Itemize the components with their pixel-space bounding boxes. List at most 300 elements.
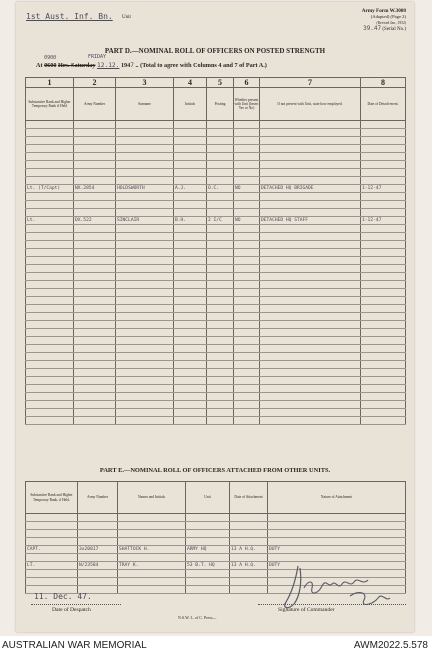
table-cell: SINCLAIR (116, 217, 174, 225)
col-header: Initials (174, 88, 207, 121)
table-cell (74, 313, 116, 321)
table-cell (260, 153, 361, 161)
table-cell (174, 289, 207, 297)
table-cell (234, 281, 260, 289)
table-row (26, 514, 406, 522)
table-cell (74, 393, 116, 401)
table-cell (26, 329, 74, 337)
table-cell (174, 265, 207, 273)
table-cell (26, 345, 74, 353)
table-cell (361, 321, 406, 329)
table-cell (234, 249, 260, 257)
table-cell (116, 145, 174, 153)
table-row (26, 121, 406, 129)
table-cell (186, 514, 230, 522)
table-cell (234, 177, 260, 185)
table-cell (207, 241, 234, 249)
table-row (26, 185, 406, 193)
table-cell (207, 289, 234, 297)
table-cell (361, 353, 406, 361)
table-cell (174, 409, 207, 417)
table-cell (74, 169, 116, 177)
table-cell (26, 193, 74, 201)
table-cell (26, 570, 78, 578)
table-cell (207, 321, 234, 329)
table-cell: 13 A H.Q. (230, 546, 268, 554)
form-line-3: (Revised Jan., 1952) (376, 21, 406, 25)
table-cell (174, 257, 207, 265)
table-row (26, 161, 406, 169)
table-cell (260, 393, 361, 401)
signature-label: Signature of Commander (278, 607, 335, 613)
table-cell (116, 345, 174, 353)
table-cell (74, 177, 116, 185)
table-cell (116, 249, 174, 257)
table-cell (361, 369, 406, 377)
table-row (26, 530, 406, 538)
table-cell (207, 409, 234, 417)
table-row (26, 417, 406, 425)
table-cell: DX.522 (74, 217, 116, 225)
hrs-saturday-label: Hrs. Saturday (58, 62, 96, 69)
table-cell (234, 129, 260, 137)
table-cell (26, 578, 78, 586)
commander-signature (278, 558, 406, 618)
table-cell (361, 209, 406, 217)
table-cell (78, 570, 118, 578)
table-row (26, 329, 406, 337)
table-row (26, 345, 406, 353)
table-row (26, 305, 406, 313)
table-cell: NO (234, 185, 260, 193)
table-cell (26, 522, 78, 530)
unit-label: Unit (122, 15, 131, 20)
table-cell (260, 193, 361, 201)
table-row (26, 145, 406, 153)
table-cell (26, 401, 74, 409)
table-cell (234, 257, 260, 265)
table-cell (116, 377, 174, 385)
table-cell (234, 265, 260, 273)
table-cell (174, 161, 207, 169)
table-cell: SHATTOCK H. (118, 546, 186, 554)
table-cell (74, 289, 116, 297)
table-cell (174, 193, 207, 201)
table-cell (234, 377, 260, 385)
table-cell (361, 193, 406, 201)
table-cell (174, 401, 207, 409)
table-cell (74, 273, 116, 281)
table-row (26, 538, 406, 546)
table-cell (78, 538, 118, 546)
table-cell (234, 201, 260, 209)
table-cell (78, 554, 118, 562)
table-cell (74, 233, 116, 241)
table-row (26, 353, 406, 361)
table-cell: LT. (26, 562, 78, 570)
table-cell (118, 578, 186, 586)
table-cell: 13 A H.Q. (230, 562, 268, 570)
table-cell (116, 137, 174, 145)
table-cell (260, 169, 361, 177)
table-cell: B.H. (174, 217, 207, 225)
col-header: Surname (116, 88, 174, 121)
table-cell (26, 265, 74, 273)
col-number: 7 (260, 78, 361, 88)
table-cell (116, 353, 174, 361)
table-cell (361, 233, 406, 241)
table-cell: 2 I/C (207, 217, 234, 225)
table-cell (186, 530, 230, 538)
table-cell (116, 265, 174, 273)
table-cell (74, 121, 116, 129)
table-cell (74, 137, 116, 145)
table-cell (207, 129, 234, 137)
serial-label: (Serial No.) (382, 27, 406, 32)
table-cell (74, 145, 116, 153)
table-cell: DETACHED HQ STAFF (260, 217, 361, 225)
paper-sheet (16, 2, 414, 632)
table-cell (116, 361, 174, 369)
col-header: Names and Initials (118, 482, 186, 514)
table-cell (234, 297, 260, 305)
part-d-rows (26, 121, 406, 425)
table-cell (361, 385, 406, 393)
table-cell (116, 193, 174, 201)
table-cell (118, 586, 186, 594)
table-cell (116, 153, 174, 161)
table-cell (207, 369, 234, 377)
table-cell (116, 393, 174, 401)
table-cell (116, 321, 174, 329)
table-cell (26, 177, 74, 185)
table-cell (174, 313, 207, 321)
table-cell (361, 225, 406, 233)
table-cell: CAPT. (26, 546, 78, 554)
table-cell (230, 538, 268, 546)
table-cell (234, 329, 260, 337)
table-cell (26, 137, 74, 145)
table-cell: NX.2854 (74, 185, 116, 193)
table-cell (361, 329, 406, 337)
table-cell (26, 153, 74, 161)
table-cell (207, 401, 234, 409)
table-cell (234, 401, 260, 409)
table-cell (230, 570, 268, 578)
table-cell (116, 289, 174, 297)
table-cell (234, 385, 260, 393)
table-cell (78, 578, 118, 586)
column-number-row (26, 78, 406, 88)
day-handwritten: FRIDAY (88, 54, 107, 60)
col-header: Army Number (78, 482, 118, 514)
table-cell (361, 409, 406, 417)
table-cell (26, 233, 74, 241)
col-header: Unit (186, 482, 230, 514)
col-header: Whether present with Unit (Insert Yes or No) (234, 88, 260, 121)
table-cell (26, 361, 74, 369)
table-cell (260, 249, 361, 257)
table-row (26, 233, 406, 241)
table-cell (260, 417, 361, 425)
table-cell (174, 345, 207, 353)
table-cell (361, 305, 406, 313)
part-d-time-line: At 0600 0900 Hrs. Saturday FRIDAY 12.12. 1947 .. (Total to agree with Columns 4 and 7 of Part A.) (36, 54, 267, 69)
table-cell (234, 153, 260, 161)
table-cell (230, 554, 268, 562)
table-cell: DUTY (268, 546, 406, 554)
col-number: 8 (361, 78, 406, 88)
table-cell (26, 393, 74, 401)
column-header-row (26, 88, 406, 121)
table-cell (74, 209, 116, 217)
col-number: 1 (26, 78, 74, 88)
part-d-title: PART D.—NOMINAL ROLL OF OFFICERS ON POSTED STRENGTH (104, 47, 326, 55)
table-cell (116, 121, 174, 129)
table-cell (260, 409, 361, 417)
table-cell (361, 337, 406, 345)
table-cell (260, 129, 361, 137)
table-cell (74, 401, 116, 409)
table-row (26, 129, 406, 137)
table-cell (174, 329, 207, 337)
table-cell (116, 177, 174, 185)
table-cell (361, 257, 406, 265)
table-row (26, 289, 406, 297)
table-cell (26, 377, 74, 385)
table-cell (74, 241, 116, 249)
table-cell (260, 369, 361, 377)
table-cell (74, 161, 116, 169)
table-cell (78, 514, 118, 522)
table-cell (234, 417, 260, 425)
table-cell (74, 369, 116, 377)
table-cell (116, 337, 174, 345)
table-row (26, 153, 406, 161)
table-cell (174, 145, 207, 153)
col-number: 2 (74, 78, 116, 88)
table-cell (361, 377, 406, 385)
table-row (26, 193, 406, 201)
table-cell (230, 578, 268, 586)
table-cell (74, 297, 116, 305)
table-cell (74, 361, 116, 369)
table-cell (186, 578, 230, 586)
table-row (26, 273, 406, 281)
table-cell (234, 273, 260, 281)
date-handwritten: 12.12. (97, 62, 120, 69)
table-cell (361, 297, 406, 305)
table-cell (74, 337, 116, 345)
table-cell (174, 225, 207, 233)
table-cell (207, 233, 234, 241)
table-cell (26, 273, 74, 281)
table-cell (174, 137, 207, 145)
table-cell (230, 586, 268, 594)
table-cell: 53 B.T. HQ (186, 562, 230, 570)
table-cell (74, 353, 116, 361)
table-cell (26, 337, 74, 345)
table-cell (74, 385, 116, 393)
part-d-table (25, 77, 406, 425)
table-cell (207, 177, 234, 185)
table-cell (74, 129, 116, 137)
table-cell (268, 522, 406, 530)
table-cell (26, 169, 74, 177)
table-cell (361, 265, 406, 273)
table-cell: Lt. (26, 217, 74, 225)
table-cell (234, 345, 260, 353)
table-cell (26, 321, 74, 329)
table-cell (118, 570, 186, 578)
table-cell (116, 401, 174, 409)
table-cell (116, 257, 174, 265)
form-line-2: (Adapted) (Page 2) (370, 14, 406, 19)
table-cell (207, 377, 234, 385)
table-cell (207, 257, 234, 265)
table-cell (207, 265, 234, 273)
table-cell (207, 297, 234, 305)
table-row (26, 297, 406, 305)
table-cell: TRAY K. (118, 562, 186, 570)
table-cell (174, 337, 207, 345)
table-cell (207, 361, 234, 369)
table-cell (361, 417, 406, 425)
table-cell (74, 265, 116, 273)
table-row (26, 401, 406, 409)
despatch-line (31, 604, 121, 605)
table-row (26, 321, 406, 329)
table-cell (361, 145, 406, 153)
table-cell (234, 209, 260, 217)
table-cell (260, 401, 361, 409)
col-number: 4 (174, 78, 207, 88)
table-cell (234, 337, 260, 345)
table-cell (234, 321, 260, 329)
table-cell (74, 417, 116, 425)
table-row (26, 385, 406, 393)
table-cell (207, 249, 234, 257)
table-cell (116, 225, 174, 233)
col-header: Date of Detach-ment. (361, 88, 406, 121)
table-cell (260, 241, 361, 249)
table-cell (260, 273, 361, 281)
col-header: Date of Attachment (230, 482, 268, 514)
table-cell (74, 193, 116, 201)
table-cell: ARMY HQ (186, 546, 230, 554)
table-cell (118, 514, 186, 522)
table-cell (361, 121, 406, 129)
table-cell (174, 241, 207, 249)
table-cell (186, 554, 230, 562)
caption-left: AUSTRALIAN WAR MEMORIAL (2, 640, 147, 651)
table-cell (234, 193, 260, 201)
table-cell (174, 153, 207, 161)
table-cell (234, 169, 260, 177)
table-cell (234, 225, 260, 233)
table-cell (26, 209, 74, 217)
table-cell (361, 393, 406, 401)
table-cell (230, 522, 268, 530)
table-cell (260, 201, 361, 209)
table-cell: 1-12-47 (361, 217, 406, 225)
caption-bar (0, 637, 432, 653)
table-cell (207, 329, 234, 337)
table-cell (207, 137, 234, 145)
table-cell (78, 522, 118, 530)
table-cell (116, 273, 174, 281)
despatch-label: Date of Despatch (52, 607, 91, 613)
table-cell (26, 281, 74, 289)
table-cell (26, 257, 74, 265)
table-cell (174, 177, 207, 185)
table-row (26, 249, 406, 257)
table-cell (74, 281, 116, 289)
table-cell (26, 305, 74, 313)
col-header: Posting (207, 88, 234, 121)
table-row (26, 281, 406, 289)
table-cell (207, 273, 234, 281)
table-cell (74, 153, 116, 161)
table-cell (186, 570, 230, 578)
table-cell (260, 297, 361, 305)
table-cell (118, 554, 186, 562)
table-cell (260, 329, 361, 337)
table-row (26, 137, 406, 145)
table-cell (174, 377, 207, 385)
table-cell (207, 393, 234, 401)
table-cell (207, 305, 234, 313)
table-cell: O.C. (207, 185, 234, 193)
col-number: 5 (207, 78, 234, 88)
col-header: Substantive Rank and Higher Temporary Rank if Held (26, 88, 74, 121)
table-cell (186, 586, 230, 594)
table-cell: DUTY (268, 562, 406, 570)
table-cell (174, 305, 207, 313)
table-cell: Lt. (T/Capt) (26, 185, 74, 193)
table-cell (74, 409, 116, 417)
table-cell (234, 137, 260, 145)
table-cell: NO (234, 217, 260, 225)
table-cell (260, 121, 361, 129)
table-cell (207, 353, 234, 361)
table-cell (26, 161, 74, 169)
table-cell (174, 249, 207, 257)
table-cell (260, 305, 361, 313)
table-cell (174, 273, 207, 281)
table-row (26, 409, 406, 417)
part-d-note: (Total to agree with Columns 4 and 7 of Part A.) (140, 62, 267, 69)
table-cell (74, 305, 116, 313)
at-label: At (36, 62, 43, 69)
table-cell (118, 522, 186, 530)
table-cell (234, 121, 260, 129)
table-cell (26, 385, 74, 393)
table-cell (260, 137, 361, 145)
table-cell (116, 417, 174, 425)
table-cell: HOLDSWORTH (116, 185, 174, 193)
table-cell (207, 313, 234, 321)
table-cell (207, 417, 234, 425)
table-cell: A.J. (174, 185, 207, 193)
table-cell (116, 129, 174, 137)
table-cell (207, 281, 234, 289)
table-cell (74, 321, 116, 329)
table-cell (26, 538, 78, 546)
form-reference (362, 8, 406, 33)
table-cell (116, 161, 174, 169)
table-row (26, 313, 406, 321)
